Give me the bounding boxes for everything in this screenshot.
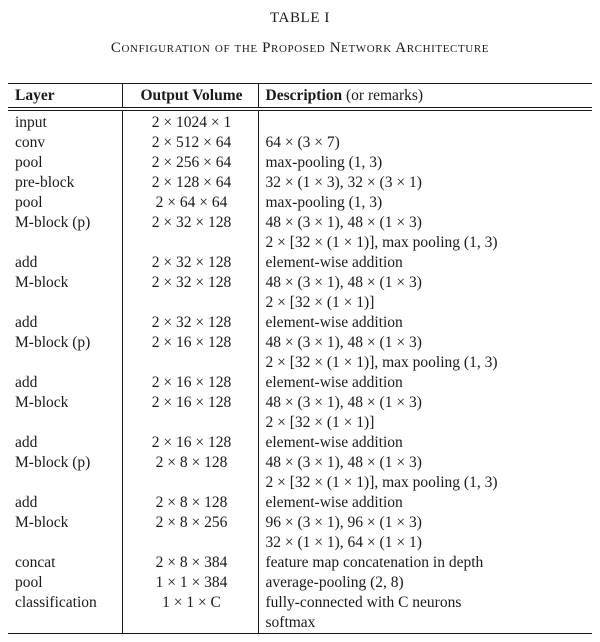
- description-cell: [258, 513, 592, 553]
- description-line: 48 × (3 × 1), 48 × (1 × 3): [265, 274, 422, 291]
- layer-cell: add: [15, 254, 38, 271]
- description-line: 2 × [32 × (1 × 1)], max pooling (1, 3): [265, 354, 498, 371]
- description-cell: [258, 253, 592, 273]
- description-line: element-wise addition: [265, 314, 403, 331]
- description-cell: [258, 393, 592, 433]
- description-line: 48 × (3 × 1), 48 × (1 × 3): [265, 214, 422, 231]
- layer-cell: M-block (p): [15, 214, 91, 231]
- output-volume-cell: 1 × 1 × 384: [122, 573, 258, 593]
- description-line: 48 × (3 × 1), 48 × (1 × 3): [265, 454, 422, 471]
- table-row: [8, 393, 592, 433]
- table-row: [8, 109, 592, 133]
- table-body: [8, 109, 592, 634]
- output-volume-cell: 2 × 32 × 128: [122, 273, 258, 313]
- description-line: element-wise addition: [265, 434, 403, 451]
- description-line: max-pooling (1, 3): [265, 194, 383, 211]
- layer-cell: conv: [15, 134, 46, 151]
- network-architecture-table: [8, 83, 592, 634]
- output-volume-cell: 2 × 8 × 256: [122, 513, 258, 553]
- description-cell: [258, 173, 592, 193]
- output-volume-cell: 2 × 16 × 128: [122, 393, 258, 433]
- layer-cell: pool: [15, 194, 43, 211]
- description-cell: [258, 373, 592, 393]
- description-line: 32 × (1 × 3), 32 × (3 × 1): [265, 174, 422, 191]
- description-line: element-wise addition: [265, 374, 403, 391]
- description-line: 2 × [32 × (1 × 1)]: [265, 294, 375, 311]
- description-line: element-wise addition: [265, 254, 403, 271]
- output-volume-cell: 2 × 256 × 64: [122, 153, 258, 173]
- output-volume-cell: 2 × 16 × 128: [122, 333, 258, 373]
- description-line: 64 × (3 × 7): [265, 134, 340, 151]
- description-line: 48 × (3 × 1), 48 × (1 × 3): [265, 334, 422, 351]
- table-row: [8, 253, 592, 273]
- layer-cell: pre-block: [15, 174, 75, 191]
- output-volume-cell: 2 × 8 × 128: [122, 453, 258, 493]
- header-description-word: Description: [265, 87, 343, 104]
- table-row: [8, 213, 592, 253]
- header-row: [8, 84, 592, 110]
- description-line: max-pooling (1, 3): [265, 154, 383, 171]
- description-cell: [258, 593, 592, 634]
- table-number: TABLE I: [269, 10, 331, 26]
- layer-cell: M-block (p): [15, 334, 91, 351]
- table-row: [8, 373, 592, 393]
- layer-cell: M-block: [15, 394, 69, 411]
- table-row: [8, 153, 592, 173]
- layer-cell: pool: [15, 154, 43, 171]
- description-line: 48 × (3 × 1), 48 × (1 × 3): [265, 394, 422, 411]
- description-cell: [258, 433, 592, 453]
- layer-cell: add: [15, 434, 38, 451]
- description-cell: [258, 313, 592, 333]
- layer-cell: M-block (p): [15, 454, 91, 471]
- output-volume-cell: 2 × 8 × 128: [122, 493, 258, 513]
- table-row: [8, 493, 592, 513]
- description-line: element-wise addition: [265, 494, 403, 511]
- header-description: [258, 84, 592, 110]
- description-cell: [258, 333, 592, 373]
- output-volume-cell: 2 × 512 × 64: [122, 133, 258, 153]
- output-volume-cell: 2 × 64 × 64: [122, 193, 258, 213]
- description-cell: [258, 453, 592, 493]
- header-description-suffix: (or remarks): [342, 87, 424, 104]
- table-caption: [0, 0, 600, 57]
- description-cell: [258, 573, 592, 593]
- layer-cell: classification: [15, 594, 97, 611]
- table-row: [8, 333, 592, 373]
- description-line: feature map concatenation in depth: [265, 554, 484, 571]
- description-cell: [258, 193, 592, 213]
- header-layer: Layer: [8, 84, 122, 110]
- layer-cell: pool: [15, 574, 43, 591]
- table-row: [8, 593, 592, 634]
- description-cell: [258, 493, 592, 513]
- header-output-volume: Output Volume: [122, 84, 258, 110]
- output-volume-cell: 2 × 16 × 128: [122, 373, 258, 393]
- description-line: 2 × [32 × (1 × 1)], max pooling (1, 3): [265, 234, 498, 251]
- layer-cell: M-block: [15, 514, 69, 531]
- description-line: softmax: [265, 614, 316, 631]
- table-row: [8, 553, 592, 573]
- description-cell: [258, 133, 592, 153]
- table-row: [8, 453, 592, 493]
- layer-cell: input: [15, 114, 47, 131]
- table-row: [8, 513, 592, 553]
- layer-cell: add: [15, 494, 38, 511]
- layer-cell: add: [15, 374, 38, 391]
- table-row: [8, 433, 592, 453]
- description-cell: [258, 109, 592, 133]
- layer-cell: M-block: [15, 274, 69, 291]
- description-line: 2 × [32 × (1 × 1)], max pooling (1, 3): [265, 474, 498, 491]
- table-title: Configuration of the Proposed Network Architecture: [110, 40, 490, 56]
- table-row: [8, 273, 592, 313]
- output-volume-cell: 2 × 32 × 128: [122, 253, 258, 273]
- output-volume-cell: 2 × 128 × 64: [122, 173, 258, 193]
- output-volume-cell: 2 × 16 × 128: [122, 433, 258, 453]
- description-line: average-pooling (2, 8): [265, 574, 404, 591]
- description-line: 96 × (3 × 1), 96 × (1 × 3): [265, 514, 422, 531]
- description-cell: [258, 153, 592, 173]
- table-row: [8, 133, 592, 153]
- table-row: [8, 173, 592, 193]
- output-volume-cell: 2 × 8 × 384: [122, 553, 258, 573]
- description-cell: [258, 553, 592, 573]
- table-row: [8, 193, 592, 213]
- output-volume-cell: 2 × 32 × 128: [122, 213, 258, 253]
- output-volume-cell: 2 × 1024 × 1: [122, 109, 258, 133]
- description-line: 2 × [32 × (1 × 1)]: [265, 414, 375, 431]
- table-row: [8, 313, 592, 333]
- table-row: [8, 573, 592, 593]
- description-cell: [258, 273, 592, 313]
- output-volume-cell: 1 × 1 × C: [122, 593, 258, 634]
- layer-cell: concat: [15, 554, 56, 571]
- output-volume-cell: 2 × 32 × 128: [122, 313, 258, 333]
- description-line: fully-connected with C neurons: [265, 594, 462, 611]
- description-line: 32 × (1 × 1), 64 × (1 × 1): [265, 534, 422, 551]
- layer-cell: add: [15, 314, 38, 331]
- description-cell: [258, 213, 592, 253]
